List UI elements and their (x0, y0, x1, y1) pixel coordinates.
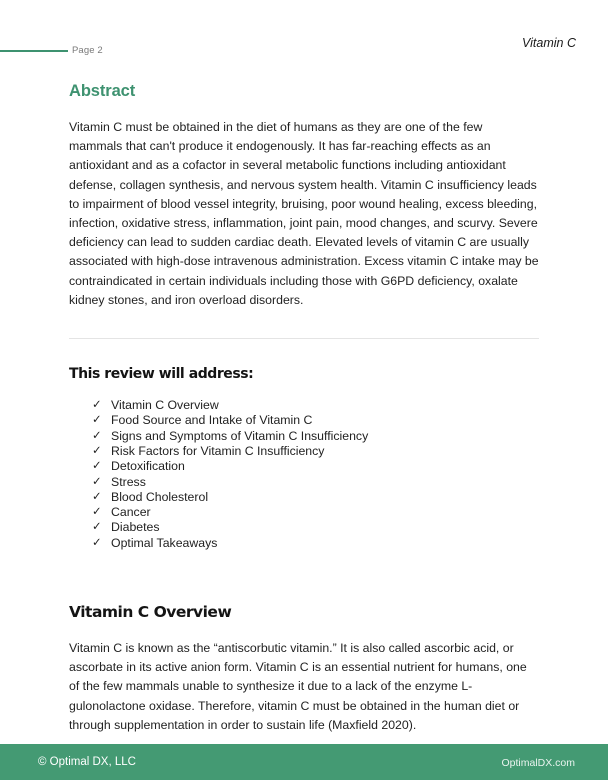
list-item (92, 536, 539, 551)
check-icon: ✓ (92, 429, 102, 442)
section-divider (69, 338, 539, 339)
list-item-label: Food Source and Intake of Vitamin C (111, 413, 313, 428)
list-item (92, 444, 539, 459)
overview-section-heading: Vitamin C Overview (69, 603, 232, 621)
list-item (92, 490, 539, 505)
header-rule-decoration (0, 50, 68, 52)
footer-website-link[interactable]: OptimalDX.com (501, 757, 575, 769)
list-item-label: Signs and Symptoms of Vitamin C Insufficiency (111, 428, 369, 443)
check-icon: ✓ (92, 506, 102, 519)
list-item-label: Stress (111, 474, 146, 489)
list-item (92, 520, 539, 535)
list-item-label: Detoxification (111, 459, 185, 474)
page-content (69, 82, 539, 735)
list-item (92, 505, 539, 520)
list-item-label: Optimal Takeaways (111, 535, 218, 550)
check-icon: ✓ (92, 521, 102, 534)
list-item (92, 475, 539, 490)
page-footer (0, 744, 608, 780)
list-item-label: Risk Factors for Vitamin C Insufficiency (111, 443, 325, 458)
check-icon: ✓ (92, 444, 102, 457)
list-item-label: Cancer (111, 505, 151, 520)
check-icon: ✓ (92, 460, 102, 473)
review-section-heading: This review will address: (69, 366, 254, 383)
list-item-label: Blood Cholesterol (111, 489, 209, 504)
review-topics-list (69, 398, 539, 551)
list-item (92, 413, 539, 428)
list-item (92, 398, 539, 413)
page-header (0, 36, 608, 62)
check-icon: ✓ (92, 399, 102, 412)
overview-paragraph: Vitamin C is known as the “antiscorbutic vitamin.” It is also called ascorbic acid, or ascorbate in its active anion form. Vitamin C is an essential nutrient for humans, one of the few mammals unable to synthesize it due to a lack of the enzyme L-gulonolactone oxidase. Therefore, vitamin C must be obtained in the human diet or through supplementation in order to sustain life (Maxfield 2020). (69, 641, 527, 732)
list-item (92, 459, 539, 474)
running-document-title: Vitamin C (522, 36, 576, 50)
check-icon: ✓ (92, 536, 102, 549)
abstract-heading: Abstract (69, 82, 136, 100)
list-item-label: Diabetes (111, 520, 160, 535)
check-icon: ✓ (92, 414, 102, 427)
check-icon: ✓ (92, 490, 102, 503)
abstract-paragraph: Vitamin C must be obtained in the diet of humans as they are one of the few mammals that can't produce it endogenously. It has far-reaching effects as an antioxidant and as a cofactor in several metabolic functions including antioxidant defense, collagen synthesis, and nervous system health. Vitamin C insufficiency leads to impairment of blood vessel integrity, bruising, poor wound healing, excess bleeding, infection, oxidative stress, inflammation, joint pain, mood changes, and scurvy. Severe deficiency can lead to sudden cardiac death. Elevated levels of vitamin C are usually associated with high-dose intravenous administration. Excess vitamin C intake may be contraindicated in certain individuals including those with G6PD deficiency, oxalate kidney stones, and iron overload disorders. (69, 120, 539, 307)
check-icon: ✓ (92, 475, 102, 488)
footer-copyright: © Optimal DX, LLC (38, 756, 136, 768)
page-number-label: Page 2 (72, 45, 103, 56)
list-item-label: Vitamin C Overview (111, 398, 219, 413)
list-item (92, 429, 539, 444)
